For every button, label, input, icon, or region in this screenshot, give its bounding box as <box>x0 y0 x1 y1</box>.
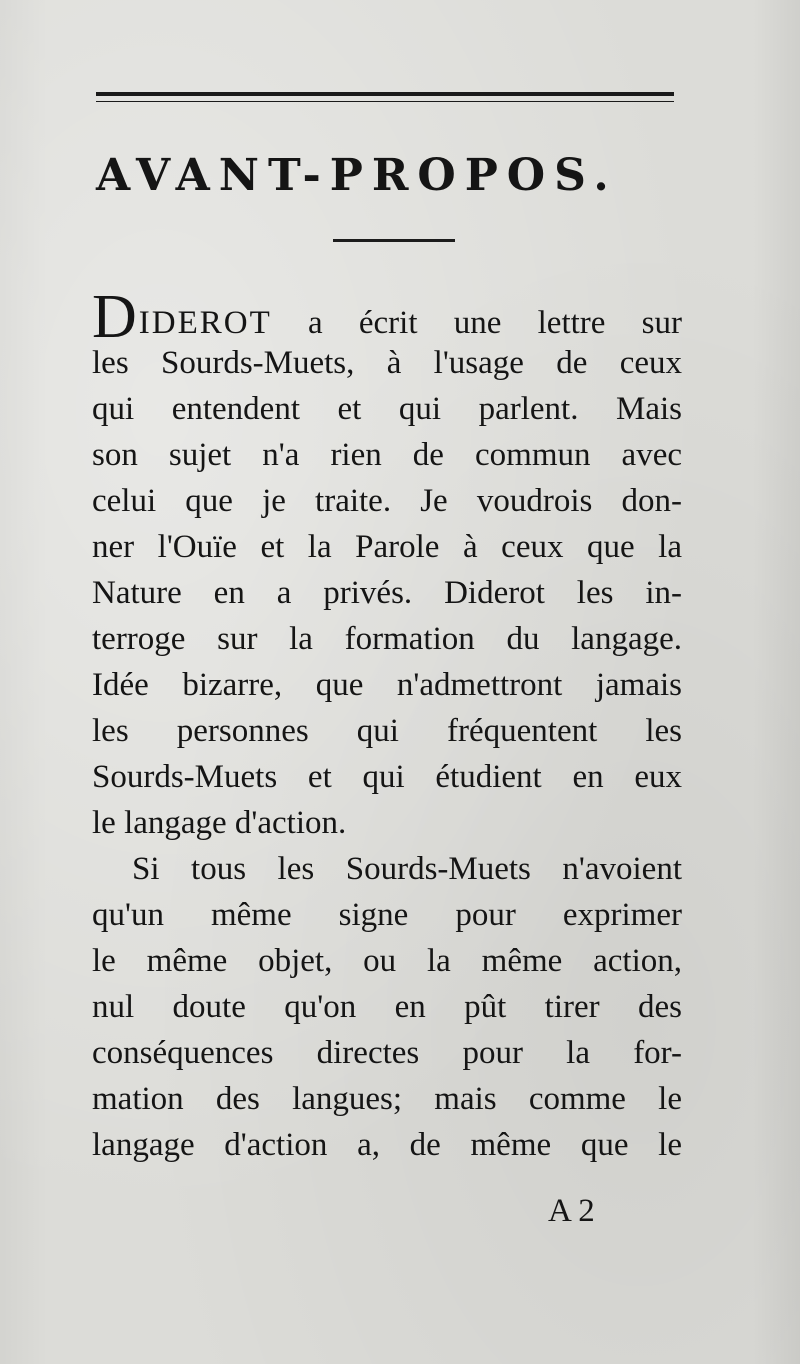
paragraph-1-line-1 <box>92 283 682 351</box>
paragraph-1-line: Sourds-Muets et qui étudient en eux <box>92 759 682 795</box>
heading-divider <box>333 239 455 242</box>
paragraph-2-line: qu'un même signe pour exprimer <box>92 897 682 933</box>
paragraph-1-line: son sujet n'a rien de commun avec <box>92 437 682 473</box>
paragraph-1-line: ner l'Ouïe et la Parole à ceux que la <box>92 529 682 565</box>
paragraph-1-line: Idée bizarre, que n'admettront jamais <box>92 667 682 703</box>
author-name: IDEROT <box>138 305 272 341</box>
header-double-rule <box>96 92 674 102</box>
paragraph-2-line: langage d'action a, de même que le <box>92 1127 682 1163</box>
paragraph-1-line: Nature en a privés. Diderot les in- <box>92 575 682 611</box>
paragraph-1-line: qui entendent et qui parlent. Mais <box>92 391 682 427</box>
paragraph-2-line: mation des langues; mais comme le <box>92 1081 682 1117</box>
paragraph-1-line: les personnes qui fréquentent les <box>92 713 682 749</box>
paragraph-1-line: terroge sur la formation du langage. <box>92 621 682 657</box>
paragraph-2-line: Si tous les Sourds-Muets n'avoient <box>132 851 682 887</box>
page-heading: AVANT-PROPOS. <box>96 150 618 201</box>
paragraph-1-line: le langage d'action. <box>92 805 347 841</box>
drop-cap: D <box>92 283 137 351</box>
paragraph-2-line: nul doute qu'on en pût tirer des <box>92 989 682 1025</box>
signature-mark: A 2 <box>548 1193 595 1229</box>
line-text: a écrit une lettre sur <box>271 305 682 341</box>
paragraph-2-line: conséquences directes pour la for- <box>92 1035 682 1071</box>
paragraph-1-line: les Sourds-Muets, à l'usage de ceux <box>92 345 682 381</box>
body-text <box>92 283 682 1168</box>
paragraph-2-line: le même objet, ou la même action, <box>92 943 682 979</box>
paragraph-1-line: celui que je traite. Je voudrois don- <box>92 483 682 519</box>
